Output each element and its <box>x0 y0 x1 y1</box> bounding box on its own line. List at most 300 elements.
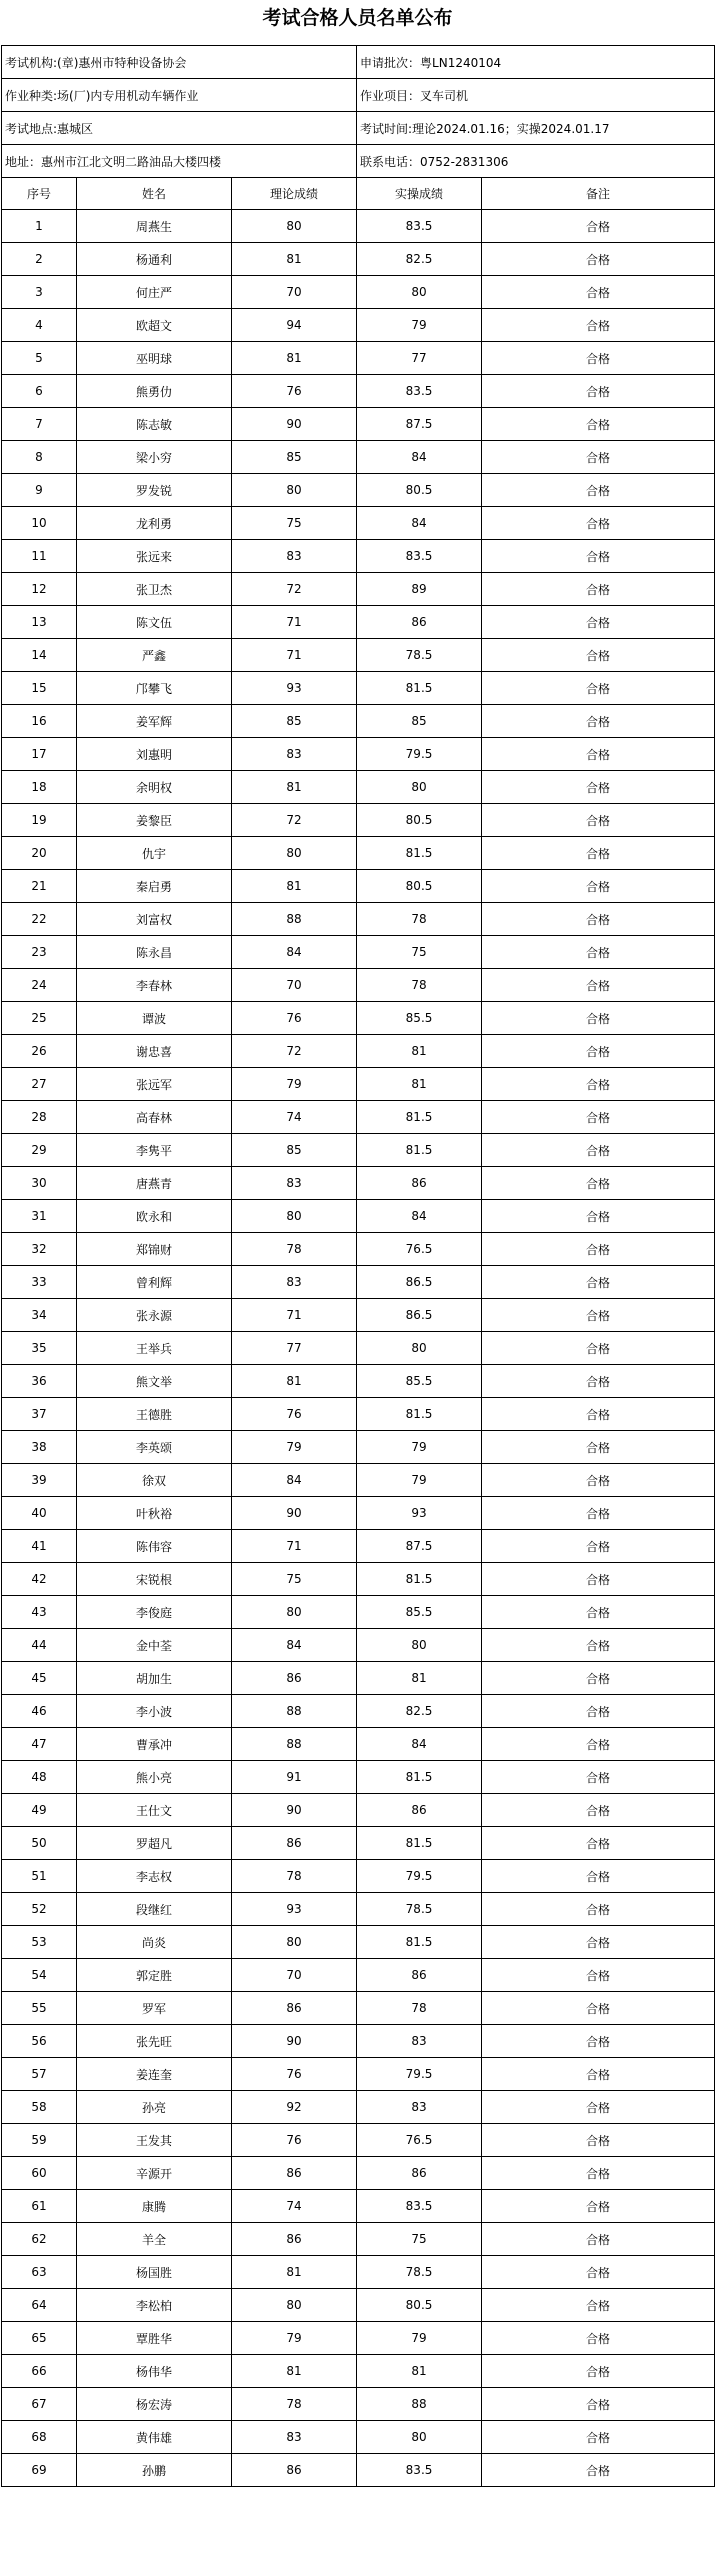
row-name: 胡加生 <box>77 1662 232 1695</box>
row-remark: 合格 <box>482 2025 715 2058</box>
row-remark: 合格 <box>482 2388 715 2421</box>
row-theory-score: 90 <box>232 408 357 441</box>
row-remark: 合格 <box>482 1233 715 1266</box>
row-practical-score: 93 <box>357 1497 482 1530</box>
row-remark: 合格 <box>482 276 715 309</box>
row-index: 16 <box>2 705 77 738</box>
header-remark: 备注 <box>482 178 715 210</box>
table-row <box>2 1299 715 1332</box>
table-row <box>2 375 715 408</box>
row-index: 1 <box>2 210 77 243</box>
row-practical-score: 81 <box>357 1035 482 1068</box>
row-practical-score: 81 <box>357 2355 482 2388</box>
table-row <box>2 2223 715 2256</box>
table-row <box>2 1728 715 1761</box>
row-name: 巫明球 <box>77 342 232 375</box>
row-index: 45 <box>2 1662 77 1695</box>
row-theory-score: 81 <box>232 1365 357 1398</box>
row-theory-score: 81 <box>232 342 357 375</box>
row-index: 61 <box>2 2190 77 2223</box>
row-practical-score: 80 <box>357 1629 482 1662</box>
table-row <box>2 1563 715 1596</box>
row-theory-score: 94 <box>232 309 357 342</box>
row-practical-score: 85.5 <box>357 1365 482 1398</box>
table-row <box>2 771 715 804</box>
row-practical-score: 84 <box>357 1728 482 1761</box>
row-name: 王发其 <box>77 2124 232 2157</box>
row-practical-score: 81.5 <box>357 672 482 705</box>
row-theory-score: 72 <box>232 804 357 837</box>
row-index: 36 <box>2 1365 77 1398</box>
table-row <box>2 1035 715 1068</box>
row-name: 李小波 <box>77 1695 232 1728</box>
row-remark: 合格 <box>482 210 715 243</box>
row-practical-score: 86.5 <box>357 1299 482 1332</box>
row-name: 张先旺 <box>77 2025 232 2058</box>
table-row <box>2 1068 715 1101</box>
row-theory-score: 86 <box>232 1662 357 1695</box>
row-name: 罗超凡 <box>77 1827 232 1860</box>
row-index: 64 <box>2 2289 77 2322</box>
row-index: 46 <box>2 1695 77 1728</box>
table-row <box>2 1266 715 1299</box>
row-index: 34 <box>2 1299 77 1332</box>
header-name: 姓名 <box>77 178 232 210</box>
table-row <box>2 1134 715 1167</box>
row-index: 52 <box>2 1893 77 1926</box>
exam-location: 考试地点:惠城区 <box>2 112 357 145</box>
row-index: 7 <box>2 408 77 441</box>
row-name: 谭波 <box>77 1002 232 1035</box>
application-batch: 申请批次：粤LN1240104 <box>357 46 715 79</box>
row-index: 10 <box>2 507 77 540</box>
row-name: 叶秋裕 <box>77 1497 232 1530</box>
row-practical-score: 83.5 <box>357 210 482 243</box>
row-theory-score: 74 <box>232 1101 357 1134</box>
row-index: 47 <box>2 1728 77 1761</box>
row-practical-score: 81.5 <box>357 1827 482 1860</box>
row-practical-score: 79 <box>357 1464 482 1497</box>
row-theory-score: 71 <box>232 606 357 639</box>
table-row <box>2 1761 715 1794</box>
row-remark: 合格 <box>482 1398 715 1431</box>
row-remark: 合格 <box>482 1695 715 1728</box>
row-theory-score: 86 <box>232 2157 357 2190</box>
table-row <box>2 2157 715 2190</box>
row-theory-score: 81 <box>232 870 357 903</box>
table-row <box>2 1695 715 1728</box>
row-name: 曹承冲 <box>77 1728 232 1761</box>
row-remark: 合格 <box>482 2355 715 2388</box>
row-theory-score: 93 <box>232 1893 357 1926</box>
header-theory-score: 理论成绩 <box>232 178 357 210</box>
row-theory-score: 76 <box>232 2058 357 2091</box>
row-theory-score: 78 <box>232 1860 357 1893</box>
row-index: 11 <box>2 540 77 573</box>
row-name: 秦启勇 <box>77 870 232 903</box>
row-name: 严鑫 <box>77 639 232 672</box>
row-practical-score: 86 <box>357 606 482 639</box>
row-index: 33 <box>2 1266 77 1299</box>
row-index: 67 <box>2 2388 77 2421</box>
row-theory-score: 83 <box>232 1266 357 1299</box>
row-practical-score: 81.5 <box>357 1134 482 1167</box>
row-name: 王仕文 <box>77 1794 232 1827</box>
row-practical-score: 86 <box>357 2157 482 2190</box>
row-practical-score: 83 <box>357 2091 482 2124</box>
row-remark: 合格 <box>482 1266 715 1299</box>
row-remark: 合格 <box>482 2454 715 2487</box>
row-index: 12 <box>2 573 77 606</box>
row-practical-score: 85.5 <box>357 1002 482 1035</box>
row-index: 49 <box>2 1794 77 1827</box>
table-row <box>2 2421 715 2454</box>
row-remark: 合格 <box>482 1332 715 1365</box>
row-theory-score: 76 <box>232 1002 357 1035</box>
row-theory-score: 75 <box>232 1563 357 1596</box>
row-name: 杨通利 <box>77 243 232 276</box>
row-theory-score: 86 <box>232 2223 357 2256</box>
row-remark: 合格 <box>482 804 715 837</box>
info-row <box>2 145 715 178</box>
row-theory-score: 78 <box>232 2388 357 2421</box>
row-name: 张永源 <box>77 1299 232 1332</box>
table-row <box>2 1431 715 1464</box>
row-index: 15 <box>2 672 77 705</box>
table-row <box>2 870 715 903</box>
row-remark: 合格 <box>482 1200 715 1233</box>
row-index: 17 <box>2 738 77 771</box>
row-index: 38 <box>2 1431 77 1464</box>
row-index: 66 <box>2 2355 77 2388</box>
row-name: 熊勇仂 <box>77 375 232 408</box>
row-remark: 合格 <box>482 1299 715 1332</box>
table-row <box>2 2058 715 2091</box>
row-theory-score: 91 <box>232 1761 357 1794</box>
row-name: 郭定胜 <box>77 1959 232 1992</box>
table-row <box>2 573 715 606</box>
table-row <box>2 1926 715 1959</box>
row-remark: 合格 <box>482 1035 715 1068</box>
row-index: 6 <box>2 375 77 408</box>
row-remark: 合格 <box>482 771 715 804</box>
row-practical-score: 78 <box>357 903 482 936</box>
row-remark: 合格 <box>482 2256 715 2289</box>
table-row <box>2 1002 715 1035</box>
row-remark: 合格 <box>482 2157 715 2190</box>
row-name: 孙亮 <box>77 2091 232 2124</box>
row-remark: 合格 <box>482 573 715 606</box>
row-name: 陈文伍 <box>77 606 232 639</box>
row-name: 张卫杰 <box>77 573 232 606</box>
table-row <box>2 1332 715 1365</box>
info-row <box>2 46 715 79</box>
row-theory-score: 81 <box>232 771 357 804</box>
row-practical-score: 80.5 <box>357 2289 482 2322</box>
row-index: 40 <box>2 1497 77 1530</box>
row-remark: 合格 <box>482 1926 715 1959</box>
row-theory-score: 84 <box>232 1629 357 1662</box>
table-row <box>2 2190 715 2223</box>
table-row <box>2 276 715 309</box>
row-practical-score: 83.5 <box>357 2190 482 2223</box>
row-practical-score: 78.5 <box>357 639 482 672</box>
table-row <box>2 1794 715 1827</box>
row-index: 53 <box>2 1926 77 1959</box>
row-theory-score: 77 <box>232 1332 357 1365</box>
row-remark: 合格 <box>482 2091 715 2124</box>
results-table <box>1 45 715 2487</box>
row-index: 28 <box>2 1101 77 1134</box>
row-remark: 合格 <box>482 1794 715 1827</box>
row-practical-score: 83 <box>357 2025 482 2058</box>
row-practical-score: 83.5 <box>357 2454 482 2487</box>
row-remark: 合格 <box>482 1662 715 1695</box>
row-remark: 合格 <box>482 1959 715 1992</box>
table-row <box>2 903 715 936</box>
row-index: 20 <box>2 837 77 870</box>
row-theory-score: 71 <box>232 1530 357 1563</box>
row-practical-score: 81 <box>357 1068 482 1101</box>
row-theory-score: 92 <box>232 2091 357 2124</box>
row-name: 杨国胜 <box>77 2256 232 2289</box>
row-practical-score: 79 <box>357 2322 482 2355</box>
table-row <box>2 2091 715 2124</box>
row-index: 24 <box>2 969 77 1002</box>
row-theory-score: 86 <box>232 2454 357 2487</box>
table-row <box>2 1662 715 1695</box>
row-theory-score: 83 <box>232 738 357 771</box>
info-row <box>2 112 715 145</box>
row-name: 尚炎 <box>77 1926 232 1959</box>
row-theory-score: 85 <box>232 1134 357 1167</box>
table-row <box>2 639 715 672</box>
row-theory-score: 88 <box>232 1728 357 1761</box>
row-practical-score: 81.5 <box>357 837 482 870</box>
row-theory-score: 86 <box>232 1827 357 1860</box>
table-row <box>2 1596 715 1629</box>
row-practical-score: 78 <box>357 1992 482 2025</box>
table-row <box>2 1530 715 1563</box>
table-row <box>2 2322 715 2355</box>
work-item: 作业项目：叉车司机 <box>357 79 715 112</box>
row-remark: 合格 <box>482 1827 715 1860</box>
row-name: 熊文举 <box>77 1365 232 1398</box>
row-name: 杨伟华 <box>77 2355 232 2388</box>
table-row <box>2 672 715 705</box>
table-row <box>2 1827 715 1860</box>
row-index: 51 <box>2 1860 77 1893</box>
row-practical-score: 89 <box>357 573 482 606</box>
row-theory-score: 80 <box>232 1200 357 1233</box>
row-name: 谢忠喜 <box>77 1035 232 1068</box>
row-index: 54 <box>2 1959 77 1992</box>
row-name: 王举兵 <box>77 1332 232 1365</box>
row-theory-score: 71 <box>232 639 357 672</box>
table-row <box>2 804 715 837</box>
row-index: 43 <box>2 1596 77 1629</box>
table-row <box>2 1398 715 1431</box>
row-name: 徐双 <box>77 1464 232 1497</box>
row-remark: 合格 <box>482 837 715 870</box>
table-row <box>2 1464 715 1497</box>
row-theory-score: 81 <box>232 2355 357 2388</box>
table-row <box>2 936 715 969</box>
row-index: 62 <box>2 2223 77 2256</box>
row-practical-score: 84 <box>357 441 482 474</box>
row-practical-score: 80.5 <box>357 474 482 507</box>
row-practical-score: 79 <box>357 1431 482 1464</box>
row-index: 39 <box>2 1464 77 1497</box>
row-theory-score: 80 <box>232 2289 357 2322</box>
row-theory-score: 70 <box>232 1959 357 1992</box>
row-theory-score: 74 <box>232 2190 357 2223</box>
row-theory-score: 76 <box>232 375 357 408</box>
row-practical-score: 78.5 <box>357 2256 482 2289</box>
table-row <box>2 2388 715 2421</box>
work-category: 作业种类:场(厂)内专用机动车辆作业 <box>2 79 357 112</box>
row-remark: 合格 <box>482 342 715 375</box>
row-name: 梁小穷 <box>77 441 232 474</box>
row-theory-score: 81 <box>232 243 357 276</box>
row-index: 5 <box>2 342 77 375</box>
row-name: 罗发锐 <box>77 474 232 507</box>
row-practical-score: 83.5 <box>357 540 482 573</box>
row-theory-score: 76 <box>232 2124 357 2157</box>
table-row <box>2 540 715 573</box>
row-name: 姜黎臣 <box>77 804 232 837</box>
row-index: 44 <box>2 1629 77 1662</box>
row-name: 羊全 <box>77 2223 232 2256</box>
table-row <box>2 2289 715 2322</box>
row-index: 14 <box>2 639 77 672</box>
row-index: 57 <box>2 2058 77 2091</box>
table-row <box>2 1992 715 2025</box>
row-index: 13 <box>2 606 77 639</box>
row-name: 姜连奎 <box>77 2058 232 2091</box>
row-practical-score: 82.5 <box>357 1695 482 1728</box>
row-remark: 合格 <box>482 309 715 342</box>
row-remark: 合格 <box>482 2058 715 2091</box>
row-index: 3 <box>2 276 77 309</box>
row-name: 宋锐根 <box>77 1563 232 1596</box>
table-row <box>2 210 715 243</box>
row-name: 刘惠明 <box>77 738 232 771</box>
row-index: 65 <box>2 2322 77 2355</box>
row-remark: 合格 <box>482 1563 715 1596</box>
row-practical-score: 86.5 <box>357 1266 482 1299</box>
row-name: 周燕生 <box>77 210 232 243</box>
row-index: 69 <box>2 2454 77 2487</box>
row-index: 23 <box>2 936 77 969</box>
row-index: 59 <box>2 2124 77 2157</box>
row-theory-score: 88 <box>232 903 357 936</box>
row-practical-score: 81 <box>357 1662 482 1695</box>
row-theory-score: 81 <box>232 2256 357 2289</box>
header-index: 序号 <box>2 178 77 210</box>
row-remark: 合格 <box>482 1761 715 1794</box>
row-practical-score: 84 <box>357 507 482 540</box>
row-remark: 合格 <box>482 1167 715 1200</box>
row-theory-score: 78 <box>232 1233 357 1266</box>
row-name: 陈志敏 <box>77 408 232 441</box>
table-row <box>2 474 715 507</box>
row-index: 35 <box>2 1332 77 1365</box>
table-row <box>2 408 715 441</box>
row-name: 孙鹏 <box>77 2454 232 2487</box>
row-remark: 合格 <box>482 1464 715 1497</box>
row-theory-score: 90 <box>232 1497 357 1530</box>
row-name: 段继红 <box>77 1893 232 1926</box>
row-practical-score: 81.5 <box>357 1398 482 1431</box>
table-row <box>2 309 715 342</box>
table-row <box>2 1200 715 1233</box>
row-practical-score: 80 <box>357 276 482 309</box>
row-remark: 合格 <box>482 375 715 408</box>
info-row <box>2 79 715 112</box>
row-practical-score: 81.5 <box>357 1761 482 1794</box>
row-remark: 合格 <box>482 474 715 507</box>
row-name: 李俊庭 <box>77 1596 232 1629</box>
row-name: 邝攀飞 <box>77 672 232 705</box>
row-index: 42 <box>2 1563 77 1596</box>
row-index: 37 <box>2 1398 77 1431</box>
header-practical-score: 实操成绩 <box>357 178 482 210</box>
table-row <box>2 1233 715 1266</box>
row-practical-score: 80 <box>357 771 482 804</box>
row-remark: 合格 <box>482 441 715 474</box>
row-name: 余明权 <box>77 771 232 804</box>
row-remark: 合格 <box>482 540 715 573</box>
row-theory-score: 85 <box>232 441 357 474</box>
row-remark: 合格 <box>482 1992 715 2025</box>
row-theory-score: 72 <box>232 573 357 606</box>
row-remark: 合格 <box>482 1134 715 1167</box>
row-practical-score: 83.5 <box>357 375 482 408</box>
row-name: 黄伟雄 <box>77 2421 232 2454</box>
row-index: 9 <box>2 474 77 507</box>
row-theory-score: 84 <box>232 1464 357 1497</box>
row-name: 李春林 <box>77 969 232 1002</box>
row-name: 李松柏 <box>77 2289 232 2322</box>
row-name: 康腾 <box>77 2190 232 2223</box>
row-practical-score: 85 <box>357 705 482 738</box>
row-theory-score: 80 <box>232 1596 357 1629</box>
row-index: 32 <box>2 1233 77 1266</box>
row-remark: 合格 <box>482 2124 715 2157</box>
table-row <box>2 1893 715 1926</box>
row-name: 金中荃 <box>77 1629 232 1662</box>
table-row <box>2 2454 715 2487</box>
row-remark: 合格 <box>482 507 715 540</box>
row-remark: 合格 <box>482 903 715 936</box>
row-remark: 合格 <box>482 1596 715 1629</box>
row-theory-score: 88 <box>232 1695 357 1728</box>
row-index: 4 <box>2 309 77 342</box>
row-name: 王德胜 <box>77 1398 232 1431</box>
row-theory-score: 83 <box>232 1167 357 1200</box>
row-index: 22 <box>2 903 77 936</box>
exam-time: 考试时间:理论2024.01.16；实操2024.01.17 <box>357 112 715 145</box>
row-practical-score: 76.5 <box>357 1233 482 1266</box>
row-practical-score: 86 <box>357 1959 482 1992</box>
row-remark: 合格 <box>482 2421 715 2454</box>
row-name: 张远军 <box>77 1068 232 1101</box>
row-name: 龙利勇 <box>77 507 232 540</box>
row-name: 熊小亮 <box>77 1761 232 1794</box>
row-index: 21 <box>2 870 77 903</box>
row-theory-score: 71 <box>232 1299 357 1332</box>
